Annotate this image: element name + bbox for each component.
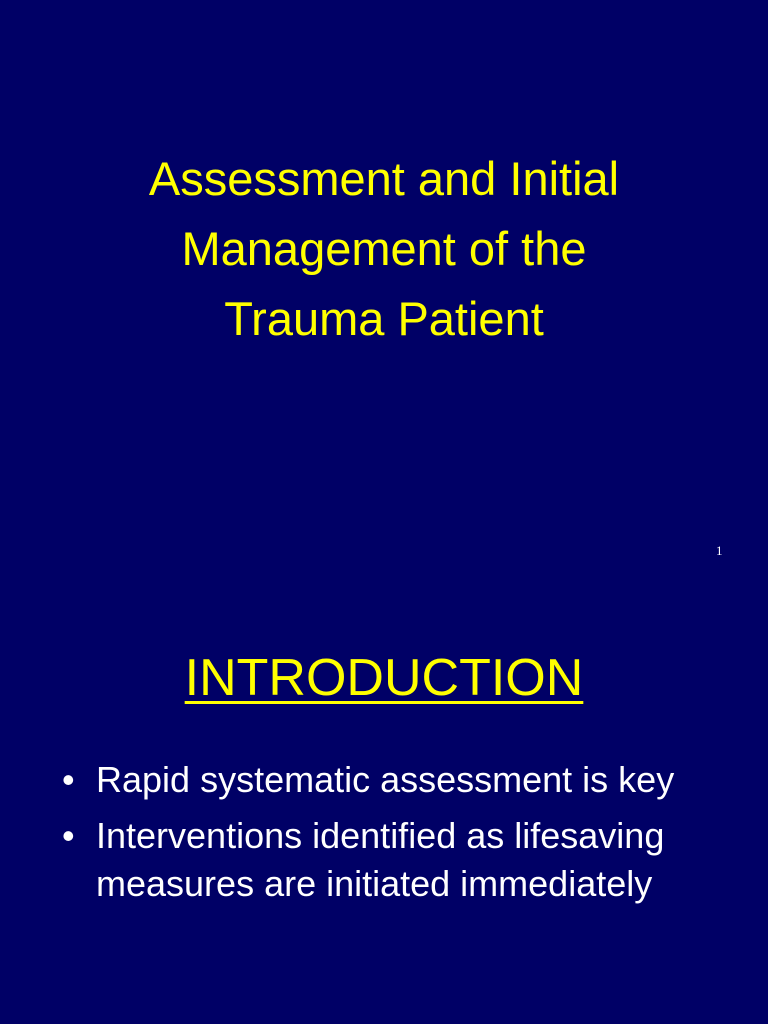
title-line-3: Trauma Patient [224,292,544,345]
bullet-text: Interventions identified as lifesaving measures are initiated immediately [96,815,665,904]
bullet-text: Rapid systematic assessment is key [96,759,675,800]
slide-title-heading [40,144,728,354]
title-line-2: Management of the [181,222,587,275]
slide-heading [0,646,768,710]
title-line-1: Assessment and Initial [148,152,620,205]
bullet-list [62,756,752,916]
heading-text: INTRODUCTION [184,649,584,707]
bullet-item-1 [62,756,752,804]
bullet-icon: • [62,815,75,856]
page-number: 1 [716,543,723,558]
bullet-item-2 [62,812,752,908]
bullet-icon: • [62,759,75,800]
slide-introduction [0,576,768,1024]
